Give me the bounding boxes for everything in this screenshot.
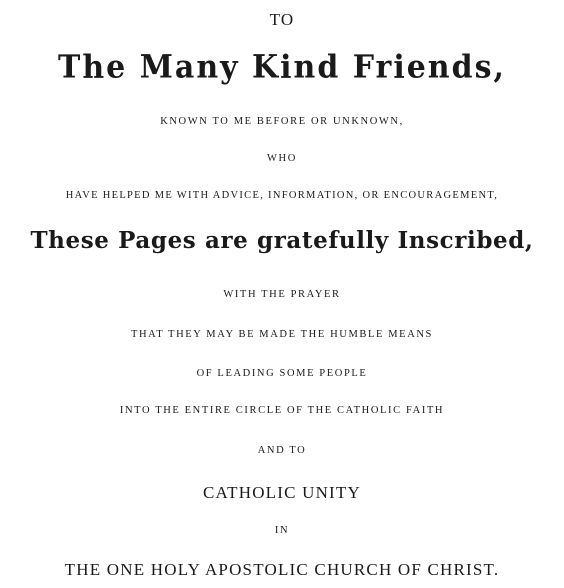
catholic-faith-line: INTO THE ENTIRE CIRCLE OF THE CATHOLIC FAITH xyxy=(119,405,445,416)
leading-people-line: OF LEADING SOME PEOPLE xyxy=(196,368,368,379)
to-line: TO xyxy=(269,10,295,29)
church-line: THE ONE HOLY APOSTOLIC CHURCH OF CHRIST. xyxy=(64,560,500,579)
known-line: KNOWN TO ME BEFORE OR UNKNOWN, xyxy=(160,116,404,127)
who-line: WHO xyxy=(267,153,297,164)
helped-line: HAVE HELPED ME WITH ADVICE, INFORMATION, OR ENCOURAGEMENT, xyxy=(65,190,499,201)
catholic-unity-line: CATHOLIC UNITY xyxy=(203,483,361,502)
and-to-line: AND TO xyxy=(257,445,307,456)
in-line: IN xyxy=(274,525,290,536)
prayer-line: WITH THE PRAYER xyxy=(223,289,341,300)
inscribed-line: These Pages are gratefully Inscribed, xyxy=(30,227,534,254)
humble-means-line: THAT THEY MAY BE MADE THE HUMBLE MEANS xyxy=(130,329,434,340)
dedication-heading: The Many Kind Friends, xyxy=(58,49,506,86)
